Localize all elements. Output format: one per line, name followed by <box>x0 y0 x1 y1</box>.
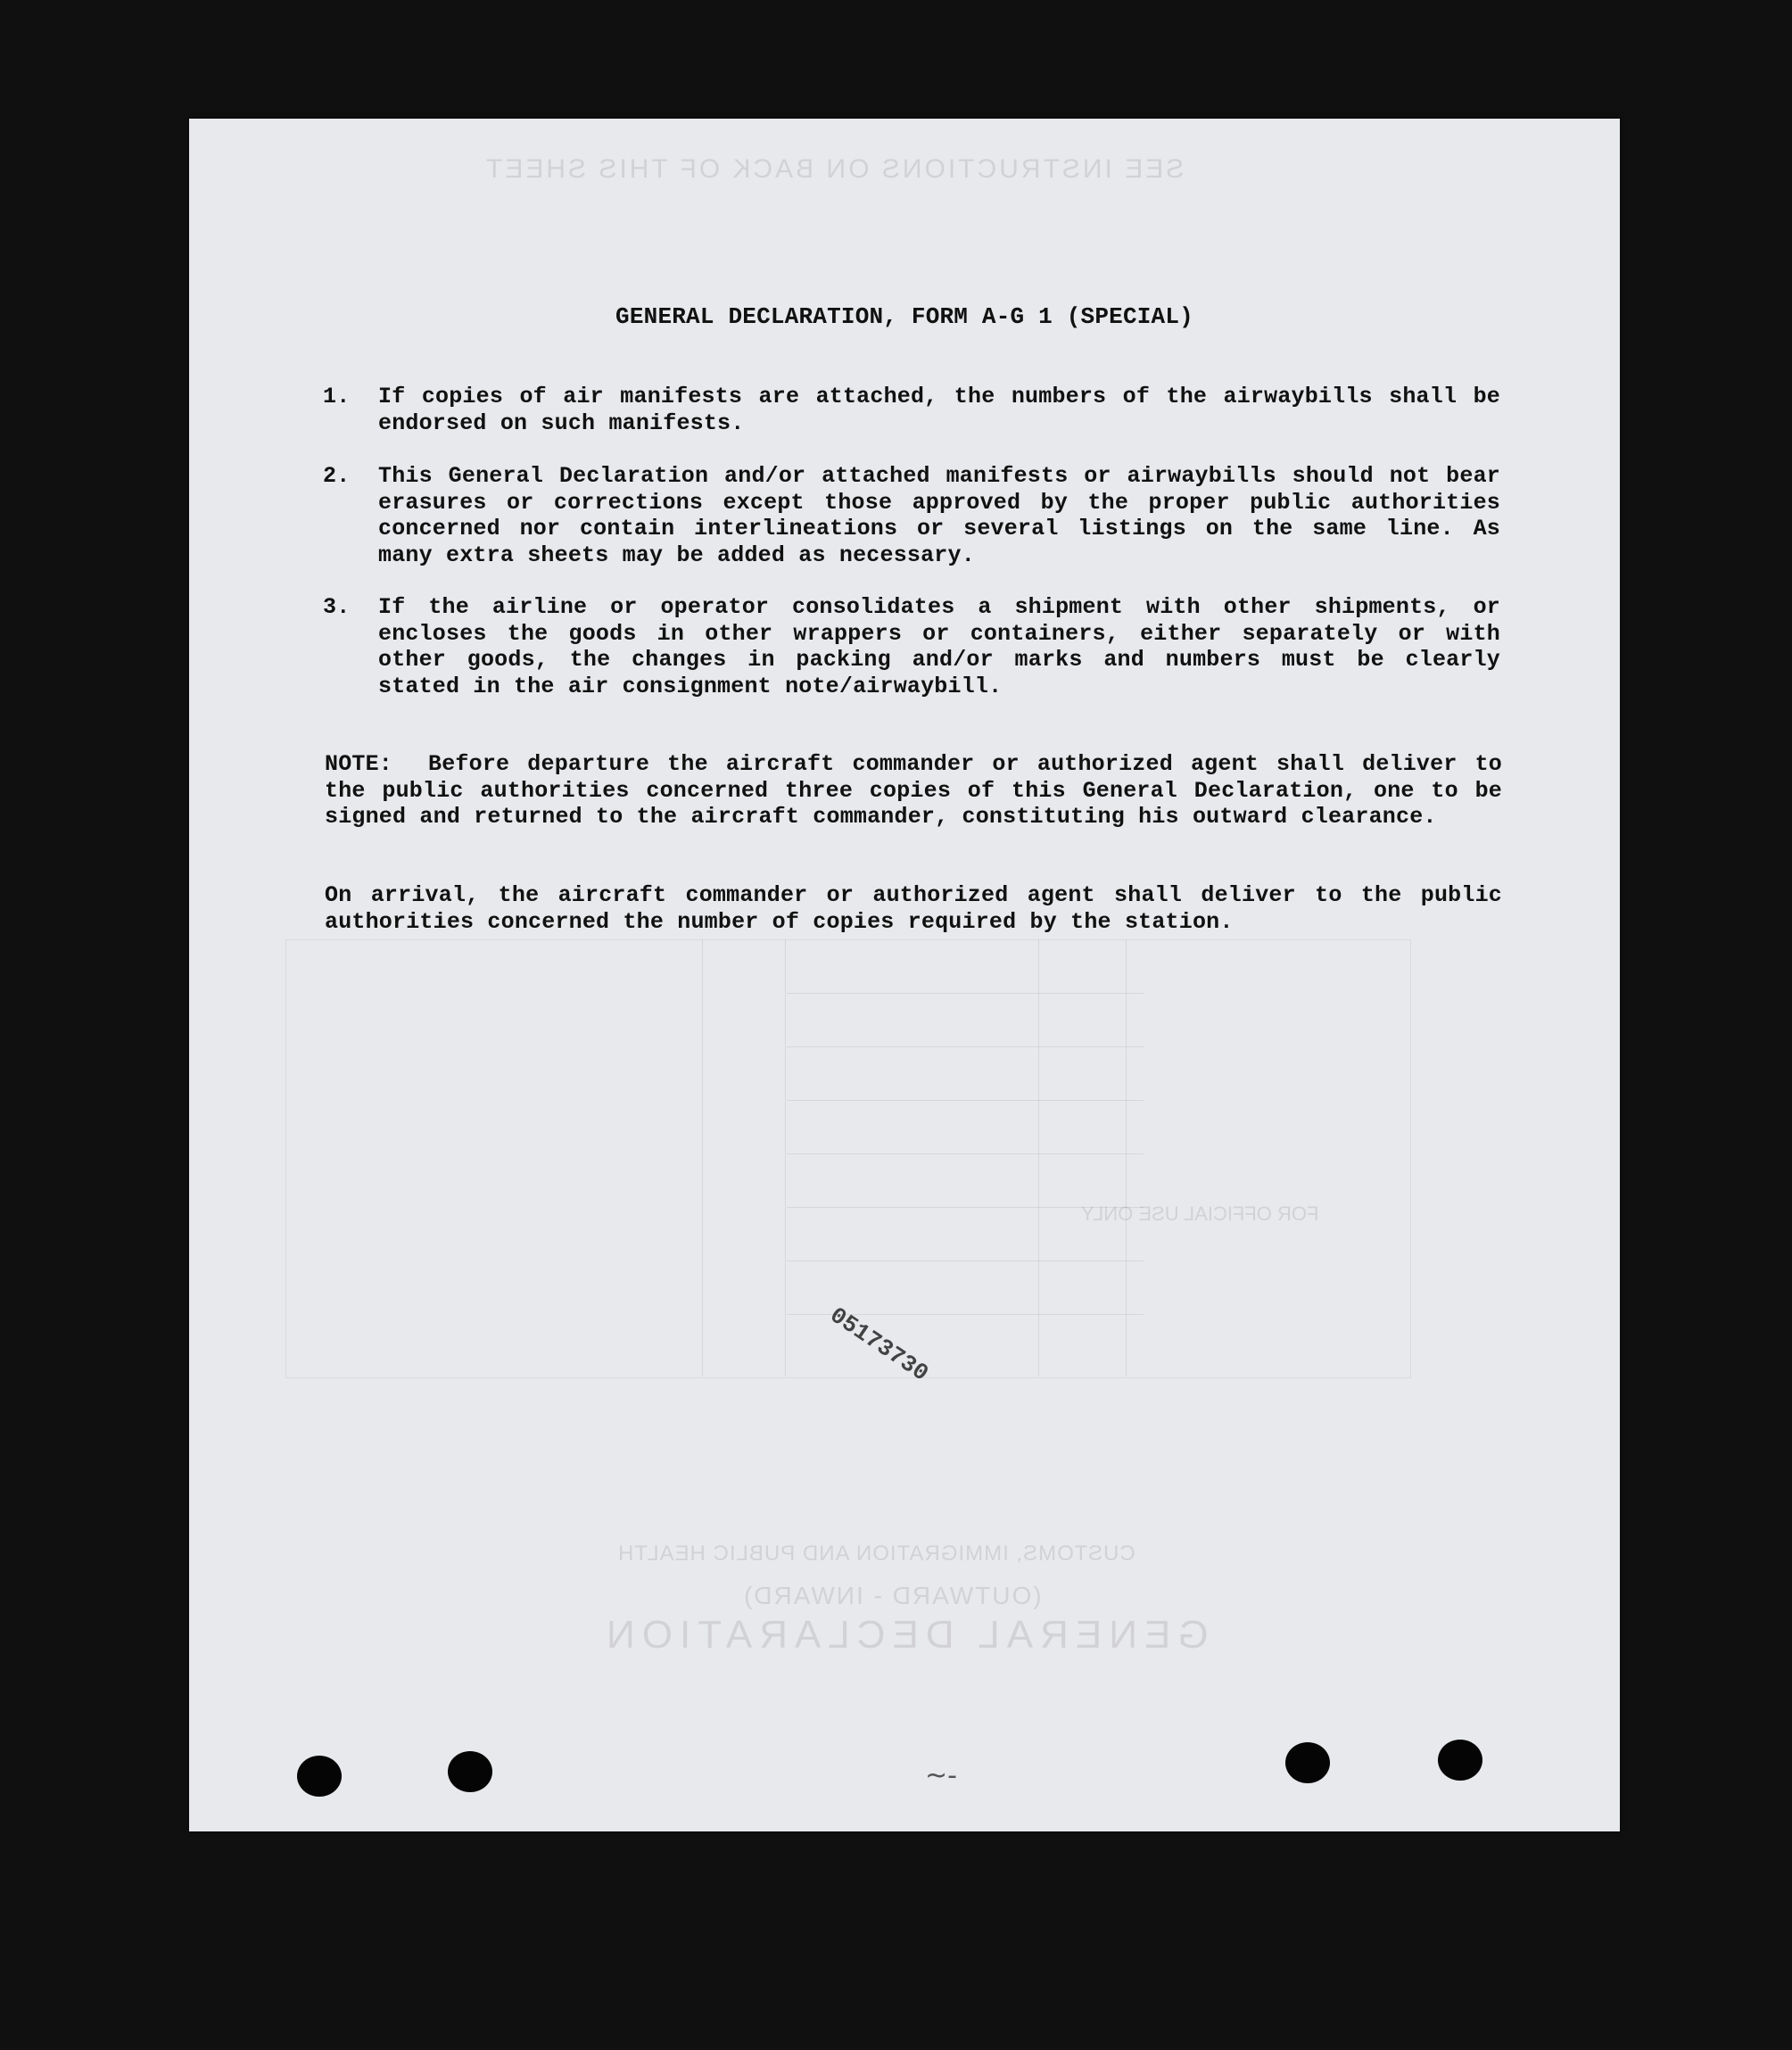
instruction-item-1 <box>323 384 1500 436</box>
bleed-through-rule <box>785 939 786 1376</box>
bleed-through-heading: GENERAL DECLARATION <box>599 1613 1209 1657</box>
punch-hole <box>1285 1742 1330 1783</box>
bleed-through-rule <box>787 1100 1144 1101</box>
bleed-through-rule <box>787 993 1144 994</box>
note-label: NOTE: <box>325 751 393 777</box>
arrival-paragraph: On arrival, the aircraft commander or authorized agent shall deliver to the public authorities concerned the number of copies required by the station. <box>325 882 1502 935</box>
bleed-through-rule <box>787 1207 1144 1208</box>
item-number: 1. <box>323 384 351 409</box>
document-page <box>189 119 1620 1831</box>
punch-hole <box>297 1756 342 1797</box>
pencil-mark: ~- <box>925 1760 957 1791</box>
bleed-through-subheading: (OUTWARD - INWARD) <box>742 1582 1042 1609</box>
item-number: 3. <box>323 594 351 620</box>
bleed-through-rule <box>702 939 703 1376</box>
note-paragraph <box>325 751 1502 831</box>
bleed-through-agency-line: CUSTOMS, IMMIGRATION AND PUBLIC HEALTH <box>617 1542 1135 1566</box>
bleed-through-rule <box>787 1153 1144 1154</box>
bleed-through-top-line: SEE INSTRUCTIONS ON BACK OF THIS SHEET <box>483 154 1185 184</box>
bleed-through-official-use: FOR OFFICIAL USE ONLY <box>1081 1203 1319 1225</box>
punch-hole <box>448 1751 492 1792</box>
item-text: If the airline or operator consolidates a shipment with other shipments, or encloses the goods in other wrappers or containers, either separately or with other goods, the changes in packing and/or marks and numbers must be clearly stated in the air consignment note/airwaybill. <box>378 594 1500 699</box>
number-stamp: 05173730 <box>824 1302 934 1387</box>
note-text: Before departure the aircraft commander or authorized agent shall deliver to the public authorities concerned three copies of this General Declaration, one to be signed and returned to the aircraft commander, constituting his outward clearance. <box>325 751 1502 830</box>
item-text: If copies of air manifests are attached, the numbers of the airwaybills shall be endorsed on such manifests. <box>378 384 1500 436</box>
punch-hole <box>1438 1740 1482 1781</box>
instruction-item-2 <box>323 463 1500 568</box>
document-title: GENERAL DECLARATION, FORM A-G 1 (SPECIAL) <box>615 303 1193 330</box>
bleed-through-rule <box>1126 939 1127 1376</box>
item-text: This General Declaration and/or attached manifests or airwaybills should not bear erasures or corrections except those approved by the proper public authorities concerned nor contain interlineations or several listings on the same line. As many extra sheets may be added as necessary. <box>378 463 1500 568</box>
instruction-item-3 <box>323 594 1500 699</box>
item-number: 2. <box>323 463 351 489</box>
bleed-through-rule <box>787 1046 1144 1047</box>
bleed-through-rule <box>1038 939 1039 1376</box>
